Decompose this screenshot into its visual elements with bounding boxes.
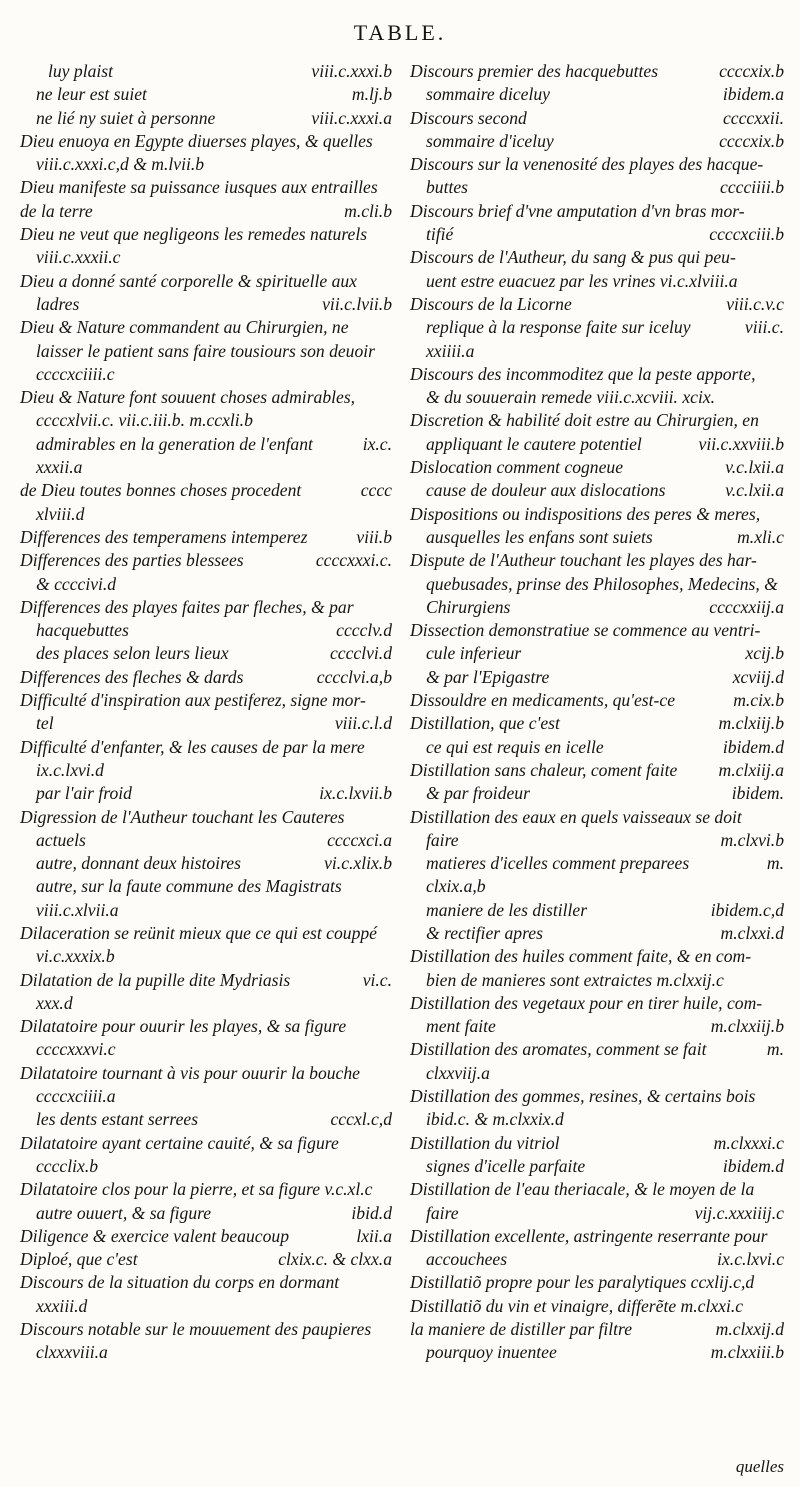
entry-reference: m.clxxi.d	[720, 922, 784, 943]
entry-text: Distillatiõ propre pour les paralytiques ccxlij.c,d	[410, 1272, 755, 1293]
entry-text: ne leur est suiet	[36, 84, 147, 105]
entry-text: admirables en la generation de l'enfant	[36, 433, 313, 454]
entry-text: ix.c.lxvi.d	[36, 759, 104, 780]
entry-text: ausquelles les enfans sont suiets	[426, 526, 653, 547]
index-entry	[410, 1085, 784, 1108]
entry-reference: ix.c.lxvi.c	[717, 1249, 784, 1270]
entry-reference: xcij.b	[745, 643, 784, 664]
entry-text: cause de douleur aux dislocations	[426, 480, 666, 501]
index-entry	[410, 363, 784, 386]
index-entry	[410, 60, 784, 83]
entry-text: Dislocation comment cogneue	[410, 457, 624, 478]
entry-text: la maniere de distiller par filtre	[410, 1319, 633, 1340]
index-entry	[20, 1132, 392, 1155]
index-entry	[20, 969, 392, 992]
entry-text: xxx.d	[36, 992, 73, 1013]
entry-reference: cccclv.d	[336, 620, 392, 641]
entry-text: Differences des temperamens intemperez	[20, 526, 308, 547]
entry-reference: ibidem.	[731, 783, 784, 804]
index-entry	[20, 1062, 392, 1085]
entry-text: Difficulté d'inspiration aux pestiferez, signe mor-	[20, 690, 366, 711]
index-entry	[20, 736, 392, 759]
index-entry	[410, 1341, 784, 1364]
catchword: quelles	[735, 1457, 784, 1476]
entry-text: cule inferieur	[426, 643, 522, 664]
entry-reference: cccclvi.a,b	[316, 666, 392, 687]
entry-reference: v.c.lxii.a	[725, 457, 784, 478]
index-entry	[410, 666, 784, 689]
index-entry	[410, 969, 784, 992]
index-entry	[20, 503, 392, 526]
entry-text: Dilatatoire ayant certaine cauité, & sa figure	[20, 1132, 339, 1153]
entry-text: Discours sur la venenosité des playes des hacque-	[410, 154, 764, 175]
index-entry	[410, 176, 784, 199]
index-entry	[20, 293, 392, 316]
page-title: TABLE.	[353, 20, 447, 45]
entry-text: Discours de l'Autheur, du sang & pus qui peu-	[410, 247, 736, 268]
entry-reference: m.clxvi.b	[720, 829, 784, 850]
entry-text: Dissouldre en medicaments, qu'est-ce	[410, 690, 675, 711]
entry-reference: ibid.d	[351, 1202, 392, 1223]
entry-text: & du souuerain remede viii.c.xcviii. xcix.	[426, 387, 716, 408]
index-entry	[410, 875, 784, 898]
entry-text: Differences des playes faites par fleches, & par	[20, 596, 354, 617]
index-entry	[410, 689, 784, 712]
entry-text: pourquoy inuentee	[426, 1342, 557, 1363]
entry-text: viii.c.xxxii.c	[36, 247, 121, 268]
entry-text: clxxviij.a	[426, 1062, 490, 1083]
entry-text: Discours brief d'vne amputation d'vn bras mor-	[410, 200, 745, 221]
index-entry	[20, 1178, 392, 1201]
entry-reference: viii.c.xxxi.b	[311, 61, 392, 81]
entry-text: buttes	[426, 177, 469, 198]
entry-reference: m.clxxiij.b	[710, 1016, 784, 1037]
index-entry	[410, 340, 784, 363]
index-entry	[410, 386, 784, 409]
entry-text: maniere de les distiller	[426, 899, 588, 920]
index-entry	[410, 1108, 784, 1131]
index-entry	[20, 176, 392, 199]
index-entry	[410, 736, 784, 759]
entry-reference: vii.c.lvii.b	[322, 293, 392, 314]
entry-text: sommaire diceluy	[426, 84, 550, 105]
index-entry	[410, 852, 784, 875]
index-entry	[410, 782, 784, 805]
entry-reference: m.cli.b	[344, 200, 392, 221]
entry-text: autre, donnant deux histoires	[36, 853, 241, 874]
entry-text: bien de manieres sont extraictes m.clxxij.c	[426, 969, 724, 990]
index-entry	[410, 153, 784, 176]
entry-text: Digression de l'Autheur touchant les Cauteres	[20, 806, 345, 827]
entry-text: signes d'icelle parfaite	[426, 1155, 586, 1176]
entry-text: Distillation, que c'est	[410, 713, 560, 734]
index-entry	[410, 433, 784, 456]
entry-text: Discretion & habilité doit estre au Chirurgien, en	[410, 410, 759, 431]
entry-text: & par froideur	[426, 783, 530, 804]
entry-reference: ibidem.c,d	[710, 899, 784, 920]
entry-text: Discours de la situation du corps en dormant	[20, 1272, 340, 1293]
entry-text: des places selon leurs lieux	[36, 643, 229, 664]
index-entry	[410, 130, 784, 153]
entry-reference: xcviij.d	[732, 666, 784, 687]
entry-text: Dilaceration se reünit mieux que ce qui est couppé	[20, 922, 377, 943]
index-entry	[20, 316, 392, 339]
entry-reference: cccxl.c,d	[330, 1109, 392, 1130]
index-entry	[20, 1202, 392, 1225]
index-entry	[20, 1225, 392, 1248]
index-entry	[20, 1271, 392, 1294]
entry-text: autre ouuert, & sa figure	[36, 1202, 212, 1223]
index-entry	[410, 316, 784, 339]
entry-text: Dispositions ou indispositions des peres & meres,	[410, 503, 761, 524]
index-entry	[20, 153, 392, 176]
entry-text: Chirurgiens	[426, 596, 511, 617]
index-entry	[20, 386, 392, 409]
entry-text: viii.c.xlvii.a	[36, 899, 119, 920]
entry-text: xxxii.a	[36, 457, 83, 478]
index-entry	[20, 759, 392, 782]
entry-text: quebusades, prinse des Philosophes, Medecins, &	[426, 573, 778, 594]
index-entry	[410, 806, 784, 829]
entry-reference: ccccxciii.b	[709, 224, 784, 245]
entry-text: Distillation des aromates, comment se fait	[410, 1039, 707, 1060]
entry-text: Distillatiõ du vin et vinaigre, differẽte m.clxxi.c	[410, 1295, 744, 1316]
entry-text: & rectifier apres	[426, 922, 543, 943]
entry-text: Dilatatoire clos pour la pierre, et sa figure v.c.xl.c	[20, 1179, 373, 1200]
index-entry	[410, 246, 784, 269]
entry-text: xxxiii.d	[36, 1295, 88, 1316]
index-entry	[20, 479, 392, 502]
entry-text: de Dieu toutes bonnes choses procedent	[20, 480, 302, 501]
entry-text: Dieu manifeste sa puissance iusques aux entrailles	[20, 177, 378, 198]
index-entry	[410, 1132, 784, 1155]
index-entry	[20, 992, 392, 1015]
entry-text: Dieu & Nature font souuent choses admirables,	[20, 387, 356, 408]
entry-reference: viii.c.	[744, 317, 784, 338]
entry-text: Differences des fleches & dards	[20, 666, 244, 687]
entry-reference: m.cix.b	[733, 690, 784, 711]
index-entry	[20, 223, 392, 246]
index-entry	[20, 1038, 392, 1061]
entry-text: replique à la response faite sur iceluy	[426, 317, 691, 338]
entry-reference: viii.c.xxxi.a	[311, 107, 392, 128]
index-entry	[410, 712, 784, 735]
entry-reference: cccciiii.b	[720, 177, 784, 198]
entry-text: vi.c.xxxix.b	[36, 946, 115, 967]
entry-text: Diligence & exercice valent beaucoup	[20, 1225, 289, 1246]
entry-text: tel	[36, 713, 54, 734]
index-entry	[20, 1341, 392, 1364]
index-column-left	[20, 60, 392, 1365]
entry-reference: vi.c.	[362, 969, 392, 990]
index-entry	[410, 573, 784, 596]
entry-text: Distillation du vitriol	[410, 1132, 560, 1153]
index-entry	[20, 83, 392, 106]
entry-text: Distillation de l'eau theriacale, & le moyen de la	[410, 1179, 755, 1200]
entry-text: Distillation des vegetaux pour en tirer huile, com-	[410, 992, 763, 1013]
entry-text: Dissection demonstratiue se commence au ventri-	[410, 620, 761, 641]
index-entry	[20, 666, 392, 689]
entry-reference: ccccxix.b	[719, 130, 784, 151]
index-entry	[20, 945, 392, 968]
entry-text: Distillation sans chaleur, coment faite	[410, 759, 678, 780]
index-entry	[410, 503, 784, 526]
entry-reference: m.clxiij.b	[718, 713, 784, 734]
entry-reference: vii.c.xxviii.b	[698, 433, 784, 454]
entry-text: Dieu & Nature commandent au Chirurgien, ne	[20, 317, 349, 338]
index-entry	[20, 1248, 392, 1271]
index-entry	[20, 340, 392, 363]
index-entry	[20, 270, 392, 293]
entry-text: Distillation des eaux en quels vaisseaux se doit	[410, 806, 742, 827]
index-entry	[410, 456, 784, 479]
index-entry	[410, 1062, 784, 1085]
index-entry	[20, 60, 392, 83]
entry-text: ce qui est requis en icelle	[426, 736, 604, 757]
entry-text: Discours de la Licorne	[410, 293, 572, 314]
index-entry	[410, 642, 784, 665]
index-entry	[410, 899, 784, 922]
entry-text: ladres	[36, 293, 80, 314]
entry-reference: m.clxxxi.c	[713, 1132, 784, 1153]
entry-reference: cccc	[360, 480, 392, 501]
entry-reference: clxix.c. & clxx.a	[278, 1249, 392, 1270]
index-entry	[410, 1318, 784, 1341]
index-entry	[410, 200, 784, 223]
index-column-right	[410, 60, 784, 1365]
entry-reference: cccclvi.d	[329, 643, 392, 664]
index-entry	[410, 1295, 784, 1318]
entry-text: sommaire d'iceluy	[426, 130, 554, 151]
entry-text: Dilatatoire pour ouurir les playes, & sa figure	[20, 1016, 347, 1037]
index-entry	[410, 1038, 784, 1061]
entry-reference: ibidem.d	[722, 1155, 784, 1176]
index-entry	[20, 642, 392, 665]
entry-reference: m.clxiij.a	[718, 759, 784, 780]
index-entry	[20, 456, 392, 479]
entry-text: Distillation excellente, astringente reserrante pour	[410, 1225, 768, 1246]
entry-reference: ibidem.a	[722, 84, 784, 105]
index-entry	[20, 875, 392, 898]
entry-reference: m.clxxij.d	[715, 1319, 784, 1340]
entry-reference: m.	[766, 853, 784, 874]
entry-text: matieres d'icelles comment preparees	[426, 853, 690, 874]
entry-text: clxxxviii.a	[36, 1342, 108, 1363]
entry-reference: m.clxxiii.b	[710, 1342, 784, 1363]
index-entry	[20, 829, 392, 852]
entry-reference: viii.b	[356, 526, 392, 547]
index-entry	[20, 526, 392, 549]
index-entry	[410, 596, 784, 619]
index-entry	[410, 409, 784, 432]
index-entry	[20, 549, 392, 572]
entry-text: hacquebuttes	[36, 620, 129, 641]
index-entry	[20, 107, 392, 130]
index-entry	[410, 619, 784, 642]
index-entry	[410, 992, 784, 1015]
index-entry	[20, 712, 392, 735]
entry-reference: vij.c.xxxiiij.c	[694, 1202, 784, 1223]
index-entry	[20, 200, 392, 223]
entry-reference: viii.c.v.c	[726, 293, 784, 314]
index-entry	[410, 1178, 784, 1201]
index-entry	[410, 759, 784, 782]
entry-text: ment faite	[426, 1016, 496, 1037]
index-entry	[410, 1155, 784, 1178]
entry-text: accouchees	[426, 1249, 508, 1270]
entry-reference: ccccxix.b	[719, 61, 784, 81]
index-entry	[410, 945, 784, 968]
entry-text: Distillation des gommes, resines, & certains bois	[410, 1086, 756, 1107]
entry-reference: ix.c.lxvii.b	[319, 783, 392, 804]
entry-reference: ix.c.	[362, 433, 392, 454]
index-entry	[20, 130, 392, 153]
index-entry	[20, 1318, 392, 1341]
entry-text: Differences des parties blessees	[20, 550, 244, 571]
entry-reference: ibidem.d	[722, 736, 784, 757]
entry-text: cccclix.b	[36, 1155, 99, 1176]
index-entry	[20, 619, 392, 642]
index-entry	[410, 1271, 784, 1294]
index-entry	[20, 246, 392, 269]
entry-text: faire	[426, 1202, 459, 1223]
entry-reference: ccccxxiij.a	[709, 596, 784, 617]
entry-text: Diploé, que c'est	[20, 1249, 138, 1270]
entry-reference: lxii.a	[356, 1225, 392, 1246]
index-entry	[20, 1015, 392, 1038]
index-entry	[20, 573, 392, 596]
entry-text: viii.c.xxxi.c,d & m.lvii.b	[36, 154, 205, 175]
entry-text: Dieu a donné santé corporelle & spirituelle aux	[20, 270, 357, 291]
index-entry	[20, 782, 392, 805]
entry-reference: vi.c.xlix.b	[324, 853, 392, 874]
entry-text: ne lié ny suiet à personne	[36, 107, 216, 128]
entry-text: faire	[426, 829, 459, 850]
entry-text: laisser le patient sans faire tousiours son deuoir	[36, 340, 376, 361]
entry-text: xxiiii.a	[426, 340, 475, 361]
index-entry	[410, 549, 784, 572]
entry-reference: ccccxxii.	[722, 107, 784, 128]
index-entry	[20, 1155, 392, 1178]
entry-text: autre, sur la faute commune des Magistrats	[36, 876, 342, 897]
entry-text: luy plaist	[48, 61, 113, 81]
index-entry	[410, 1225, 784, 1248]
entry-text: tifié	[426, 224, 454, 245]
entry-text: Difficulté d'enfanter, & les causes de par la mere	[20, 736, 365, 757]
index-entry	[410, 293, 784, 316]
entry-text: Dieu enuoya en Egypte diuerses playes, & quelles	[20, 130, 373, 151]
entry-text: & par l'Epigastre	[426, 666, 550, 687]
entry-text: Dispute de l'Autheur touchant les playes des har-	[410, 550, 757, 571]
entry-text: Discours notable sur le mouuement des paupieres	[20, 1319, 372, 1340]
entry-reference: m.	[766, 1039, 784, 1060]
index-entry	[20, 899, 392, 922]
index-entry	[410, 83, 784, 106]
entry-reference: m.lj.b	[351, 84, 392, 105]
entry-text: les dents estant serrees	[36, 1109, 199, 1130]
index-entry	[410, 829, 784, 852]
index-entry	[410, 270, 784, 293]
entry-text: ibid.c. & m.clxxix.d	[426, 1109, 564, 1130]
index-entry	[410, 479, 784, 502]
index-entry	[410, 526, 784, 549]
entry-text: ccccxxxvi.c	[36, 1039, 116, 1060]
entry-reference: m.xli.c	[737, 526, 784, 547]
index-entry	[20, 596, 392, 619]
entry-text: appliquant le cautere potentiel	[426, 433, 642, 454]
index-entry	[410, 922, 784, 945]
entry-reference: ccccxxxi.c.	[315, 550, 392, 571]
index-entry	[20, 433, 392, 456]
entry-text: clxix.a,b	[426, 876, 486, 897]
entry-text: actuels	[36, 829, 86, 850]
entry-text: Dilatation de la pupille dite Mydriasis	[20, 969, 291, 990]
index-entry	[20, 1108, 392, 1131]
index-entry	[410, 107, 784, 130]
entry-text: ccccxlvii.c. vii.c.iii.b. m.ccxli.b	[36, 410, 253, 431]
entry-text: Distillation des huiles comment faite, & en com-	[410, 946, 752, 967]
index-entry	[20, 852, 392, 875]
entry-text: xlviii.d	[36, 503, 85, 524]
entry-reference: viii.c.l.d	[334, 713, 392, 734]
entry-text: Discours des incommoditez que la peste apporte,	[410, 363, 756, 384]
index-entry	[20, 1295, 392, 1318]
index-entry	[20, 1085, 392, 1108]
index-entry	[20, 922, 392, 945]
entry-text: de la terre	[20, 200, 93, 221]
entry-text: uent estre euacuez par les vrines vi.c.xlviii.a	[426, 270, 738, 291]
index-entry	[410, 223, 784, 246]
index-entry	[410, 1248, 784, 1271]
index-entry	[410, 1015, 784, 1038]
entry-text: Discours premier des hacquebuttes	[410, 61, 659, 81]
entry-text: Discours second	[410, 107, 527, 128]
index-entry	[20, 806, 392, 829]
entry-text: Dilatatoire tournant à vis pour ouurir la bouche	[20, 1062, 360, 1083]
index-entry	[20, 363, 392, 386]
entry-text: par l'air froid	[36, 783, 132, 804]
entry-text: ccccxciiii.c	[36, 363, 115, 384]
entry-text: & ccccivi.d	[36, 573, 117, 594]
index-entry	[20, 409, 392, 432]
entry-text: Dieu ne veut que negligeons les remedes naturels	[20, 224, 368, 245]
entry-reference: v.c.lxii.a	[725, 480, 784, 501]
entry-text: ccccxciiii.a	[36, 1086, 116, 1107]
entry-reference: ccccxci.a	[327, 829, 392, 850]
index-entry	[410, 1202, 784, 1225]
index-entry	[20, 689, 392, 712]
